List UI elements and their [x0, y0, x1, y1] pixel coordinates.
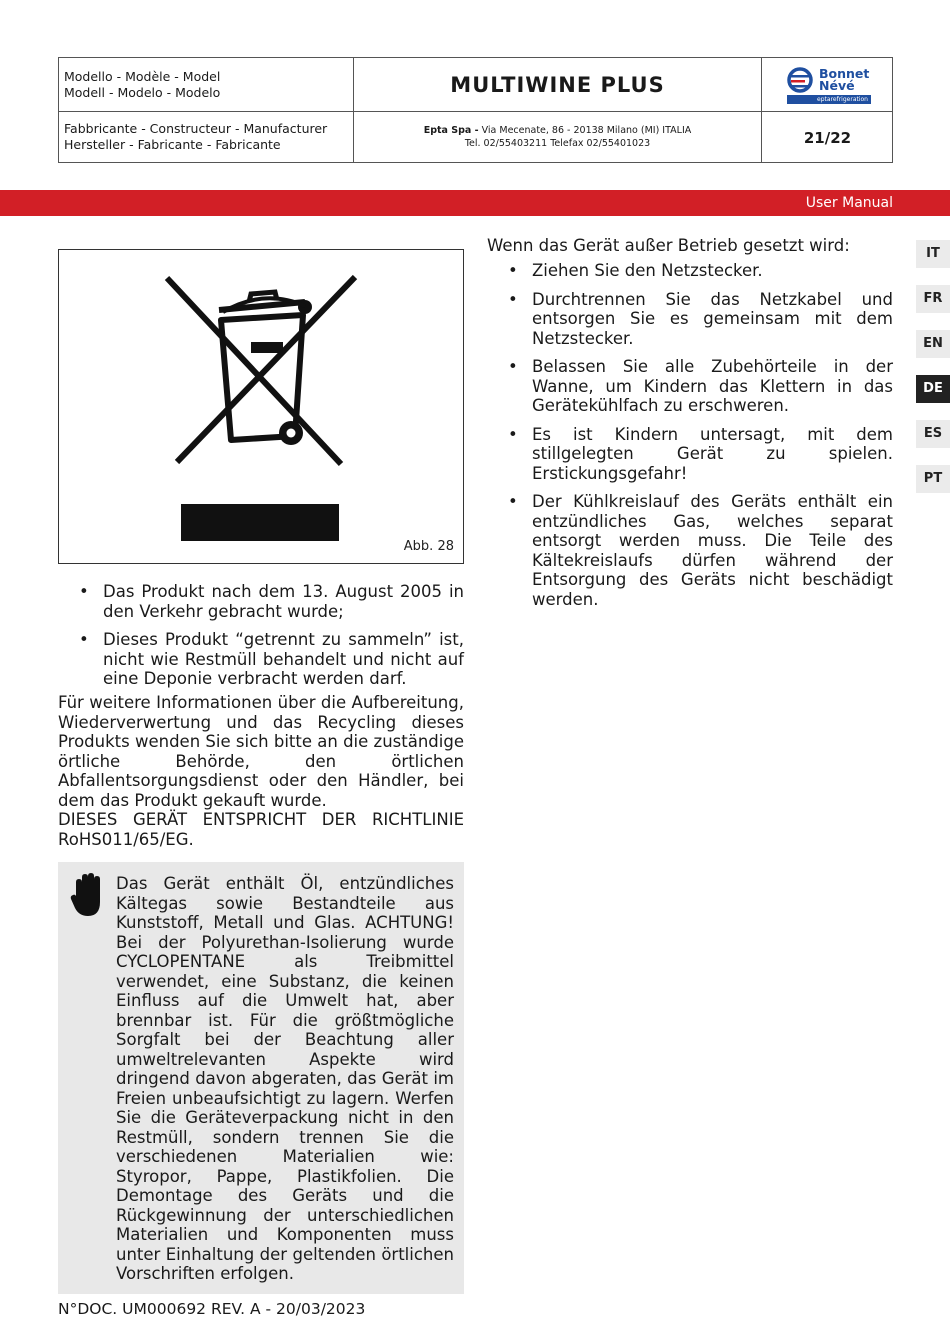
manufacturer-label-line1: Fabbricante - Constructeur - Manufacturer [64, 121, 328, 136]
manufacturer-phone: Tel. 02/55403211 Telefax 02/55401023 [464, 138, 651, 149]
logo-word-neve: Névé [819, 78, 855, 93]
manufacturer-info [354, 112, 762, 163]
logo-word-bonnet: Bonnet [819, 66, 870, 81]
lang-tab-de[interactable]: DE [916, 375, 950, 403]
right-bullet-1: • Ziehen Sie den Netzstecker. [487, 261, 893, 281]
right-bullet-2: • Durchtrennen Sie das Netzkabel und entsorgen Sie es gemeinsam mit dem Netzstecker. [487, 290, 893, 349]
page-number: 21/22 [803, 128, 852, 147]
figure-weee [58, 249, 464, 564]
right-bullet-3: • Belassen Sie alle Zubehörteile in der Wanne, um Kindern das Klettern in das Gerätekühlfach zu erschweren. [487, 357, 893, 416]
band-label: User Manual [805, 195, 893, 211]
figure-caption: Abb. 28 [403, 539, 454, 554]
manufacturer-name: Epta Spa - [423, 125, 479, 136]
document-header [58, 57, 893, 163]
model-label-line1: Modello - Modèle - Model [64, 69, 221, 84]
logo-swirl-icon [787, 67, 817, 95]
model-label-line2: Modell - Modelo - Modelo [64, 85, 221, 100]
left-bullet-2: • Dieses Produkt “getrennt zu sammeln” ist, nicht wie Restmüll behandelt und nicht auf eine Deponie verbracht werden darf. [58, 630, 464, 689]
model-label [59, 58, 354, 112]
bonnet-neve-logo [787, 67, 871, 105]
section-band [0, 190, 950, 216]
lang-tab-pt[interactable]: PT [916, 465, 950, 493]
manufacturer-label-line2: Hersteller - Fabricante - Fabricante [64, 137, 281, 152]
manufacturer-label [59, 112, 354, 163]
manufacturer-address-line [354, 124, 761, 137]
info-paragraph: Für weitere Informationen über die Aufbereitung, Wiederverwertung und das Recycling dieses Produkts wenden Sie sich bitte an die zuständige örtliche Behörde, den örtlichen Abfallentsorgungsdienst oder den Händler, bei dem das Produkt gekauft wurde. [58, 693, 464, 810]
right-bullet-5: • Der Kühlkreislauf des Geräts enthält ein entzündliches Gas, welches separat entsorgt werden muss. Die Teile des Kältekreislaufs dürfen während der Entsorgung des Geräts nicht beschädigt werden. [487, 492, 893, 609]
right-intro: Wenn das Gerät außer Betrieb gesetzt wird: [487, 236, 850, 255]
document-reference: N°DOC. UM000692 REV. A - 20/03/2023 [58, 1300, 366, 1318]
lang-tab-fr[interactable]: FR [916, 285, 950, 313]
brand-logo [762, 58, 893, 112]
model-name: MULTIWINE PLUS [354, 58, 762, 112]
right-bullet-4: • Es ist Kindern untersagt, mit dem stillgelegten Gerät zu spielen. Erstickungsgefahr! [487, 425, 893, 484]
lang-tab-es[interactable]: ES [916, 420, 950, 448]
left-bullet-list [58, 582, 464, 689]
manufacturer-address: Via Mecenate, 86 - 20138 Milano (MI) ITALIA [478, 125, 692, 136]
rohs-directive: DIESES GERÄT ENTSPRICHT DER RICHTLINIE RoHS011/65/EG. [58, 810, 464, 849]
lang-tab-en[interactable]: EN [916, 330, 950, 358]
right-bullet-list [487, 261, 893, 609]
note-text: Das Gerät enthält Öl, entzündliches Kältegas sowie Bestandteile aus Kunststoff, Metall und Glas. ACHTUNG! Bei der Polyurethan-Isolierung wurde CYCLOPENTANE als Treibmittel verwendet, eine Substanz, die keinen Einfluss auf die Umwelt hat, aber brennbar ist. Für die größtmögliche Sorgfalt bei der Beachtung aller umweltrelevanten Aspekte wird dringend davon abgeraten, das Gerät im Freien unbeaufsichtigt zu lagern. Werfen Sie die Geräteverpackung nicht in den Restmüll, sondern trennen Sie die verschiedenen Materialien wie: Styropor, Pappe, Plastikfolien. Die Demontage des Geräts und die Rückgewinnung der unterschiedlichen Materialien und Komponenten muss unter Einhaltung der geltenden örtlichen Vorschriften erfolgen. [116, 874, 454, 1283]
left-bullet-1: • Das Produkt nach dem 13. August 2005 in den Verkehr gebracht wurde; [58, 582, 464, 621]
lang-tab-it[interactable]: IT [916, 240, 950, 268]
figure-black-bar [181, 504, 339, 541]
warning-note-box [58, 862, 464, 1294]
logo-epta-bar: eptarefrigeration [787, 95, 871, 104]
stop-hand-icon [70, 872, 104, 918]
